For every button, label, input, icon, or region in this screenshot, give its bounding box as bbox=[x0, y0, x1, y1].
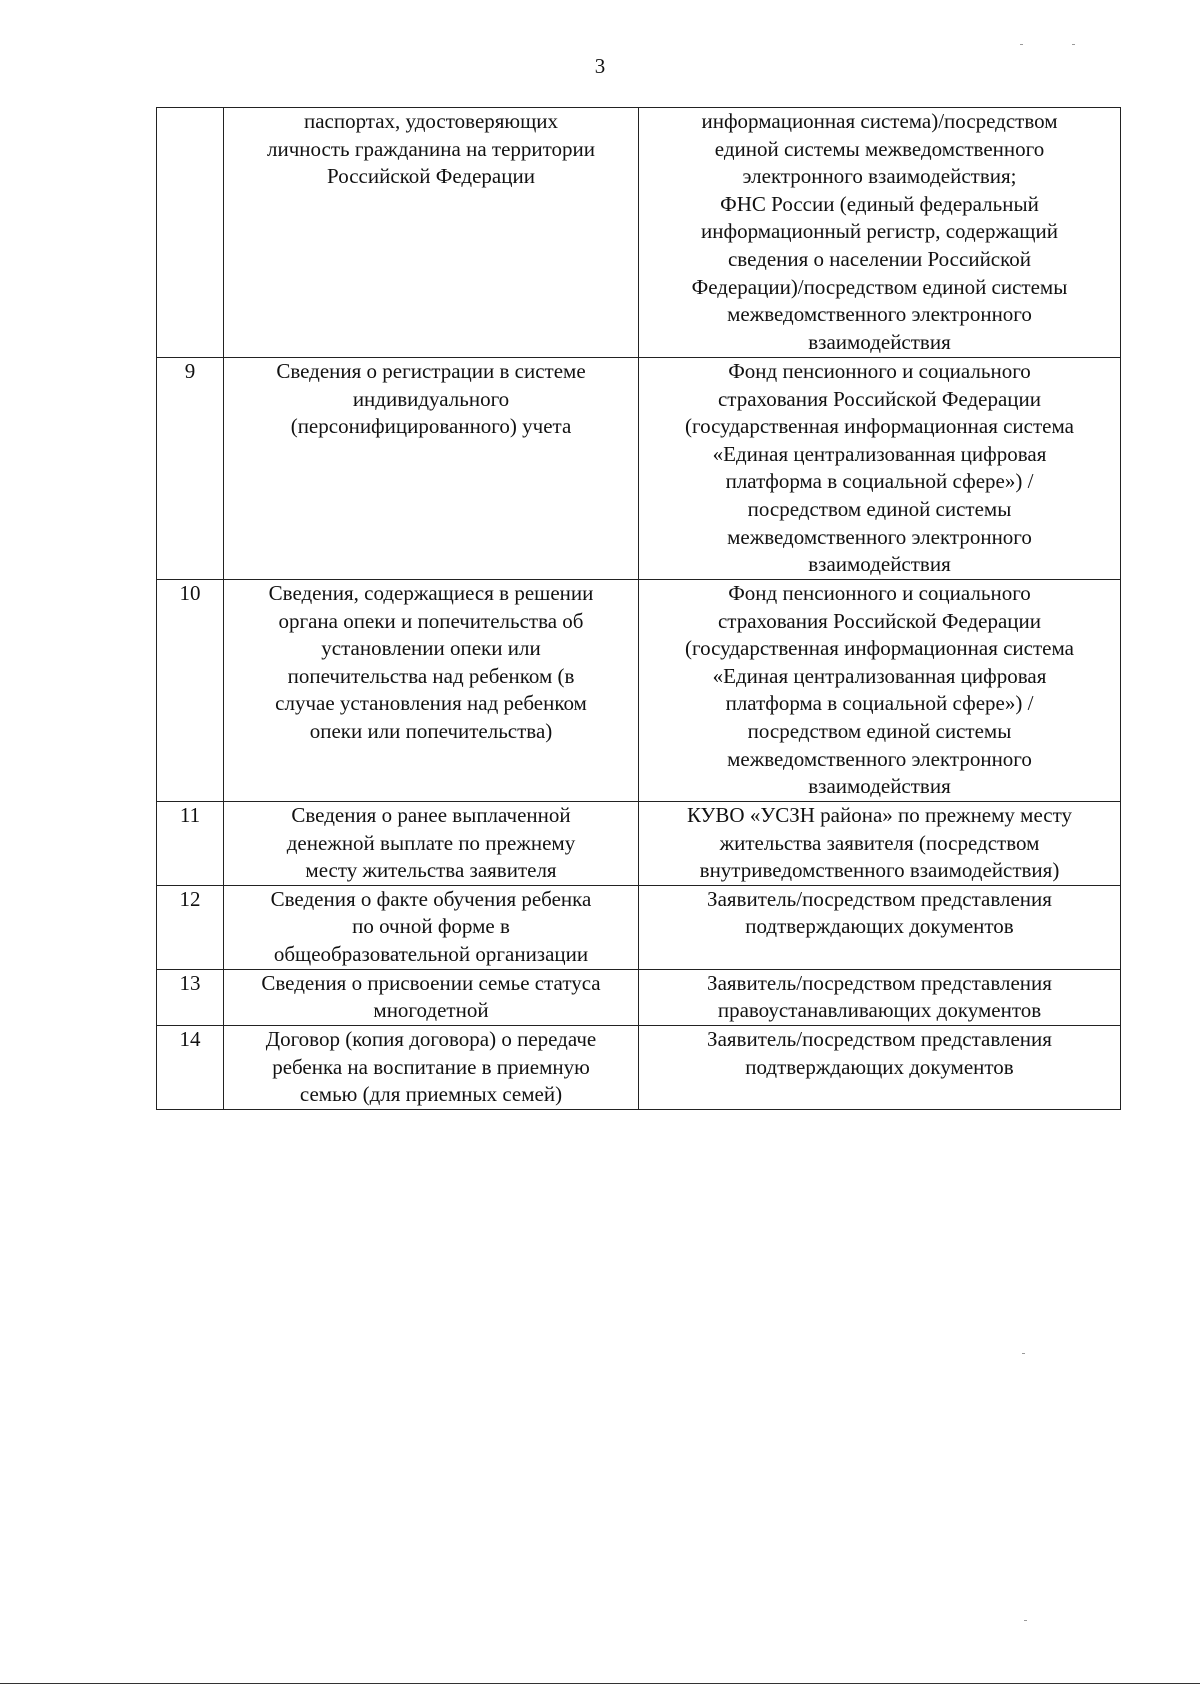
source-cell: Заявитель/посредством представления подтверждающих документов bbox=[639, 885, 1121, 969]
table-row bbox=[157, 802, 1121, 886]
source-cell: Заявитель/посредством представления подтверждающих документов bbox=[639, 1025, 1121, 1109]
row-number-cell bbox=[157, 108, 224, 358]
page-number: 3 bbox=[594, 54, 606, 78]
table-row bbox=[157, 969, 1121, 1025]
table-row bbox=[157, 1025, 1121, 1109]
source-cell: Заявитель/посредством представления правоустанавливающих документов bbox=[639, 969, 1121, 1025]
source-cell: Фонд пенсионного и социального страхования Российской Федерации (государственная информационная система «Единая централизованная цифровая платформа в социальной сфере») / посредством единой системы межведомственного электронного взаимодействия bbox=[639, 580, 1121, 802]
row-number-cell: 13 bbox=[157, 969, 224, 1025]
row-number-cell: 12 bbox=[157, 885, 224, 969]
row-number-cell: 9 bbox=[157, 358, 224, 580]
info-cell: Сведения о регистрации в системе индивидуального (персонифицированного) учета bbox=[224, 358, 639, 580]
info-cell: Сведения о присвоении семье статуса многодетной bbox=[224, 969, 639, 1025]
table-row bbox=[157, 108, 1121, 358]
source-cell: Фонд пенсионного и социального страхования Российской Федерации (государственная информационная система «Единая централизованная цифровая платформа в социальной сфере») / посредством единой системы межведомственного электронного взаимодействия bbox=[639, 358, 1121, 580]
table-row bbox=[157, 358, 1121, 580]
scan-speck bbox=[1022, 1353, 1025, 1354]
source-cell: КУВО «УСЗН района» по прежнему месту жительства заявителя (посредством внутриведомственного взаимодействия) bbox=[639, 802, 1121, 886]
scan-speck bbox=[1024, 1620, 1027, 1621]
row-number-cell: 11 bbox=[157, 802, 224, 886]
info-cell: Сведения о ранее выплаченной денежной выплате по прежнему месту жительства заявителя bbox=[224, 802, 639, 886]
row-number-cell: 10 bbox=[157, 580, 224, 802]
source-cell: информационная система)/посредством единой системы межведомственного электронного взаимодействия; ФНС России (единый федеральный информационный регистр, содержащий сведения о населении Российской Федерации)/посредством единой системы межведомственного электронного взаимодействия bbox=[639, 108, 1121, 358]
scan-speck bbox=[1020, 44, 1023, 45]
table-row bbox=[157, 580, 1121, 802]
table-row bbox=[157, 885, 1121, 969]
page-bottom-edge bbox=[0, 1683, 1200, 1684]
info-cell: Договор (копия договора) о передаче ребенка на воспитание в приемную семью (для приемных семей) bbox=[224, 1025, 639, 1109]
documents-table bbox=[156, 107, 1121, 1110]
scan-speck bbox=[1072, 44, 1075, 45]
row-number-cell: 14 bbox=[157, 1025, 224, 1109]
info-cell: Сведения о факте обучения ребенка по очной форме в общеобразовательной организации bbox=[224, 885, 639, 969]
info-cell: Сведения, содержащиеся в решении органа опеки и попечительства об установлении опеки или попечительства над ребенком (в случае установления над ребенком опеки или попечительства) bbox=[224, 580, 639, 802]
info-cell: паспортах, удостоверяющих личность гражданина на территории Российской Федерации bbox=[224, 108, 639, 358]
